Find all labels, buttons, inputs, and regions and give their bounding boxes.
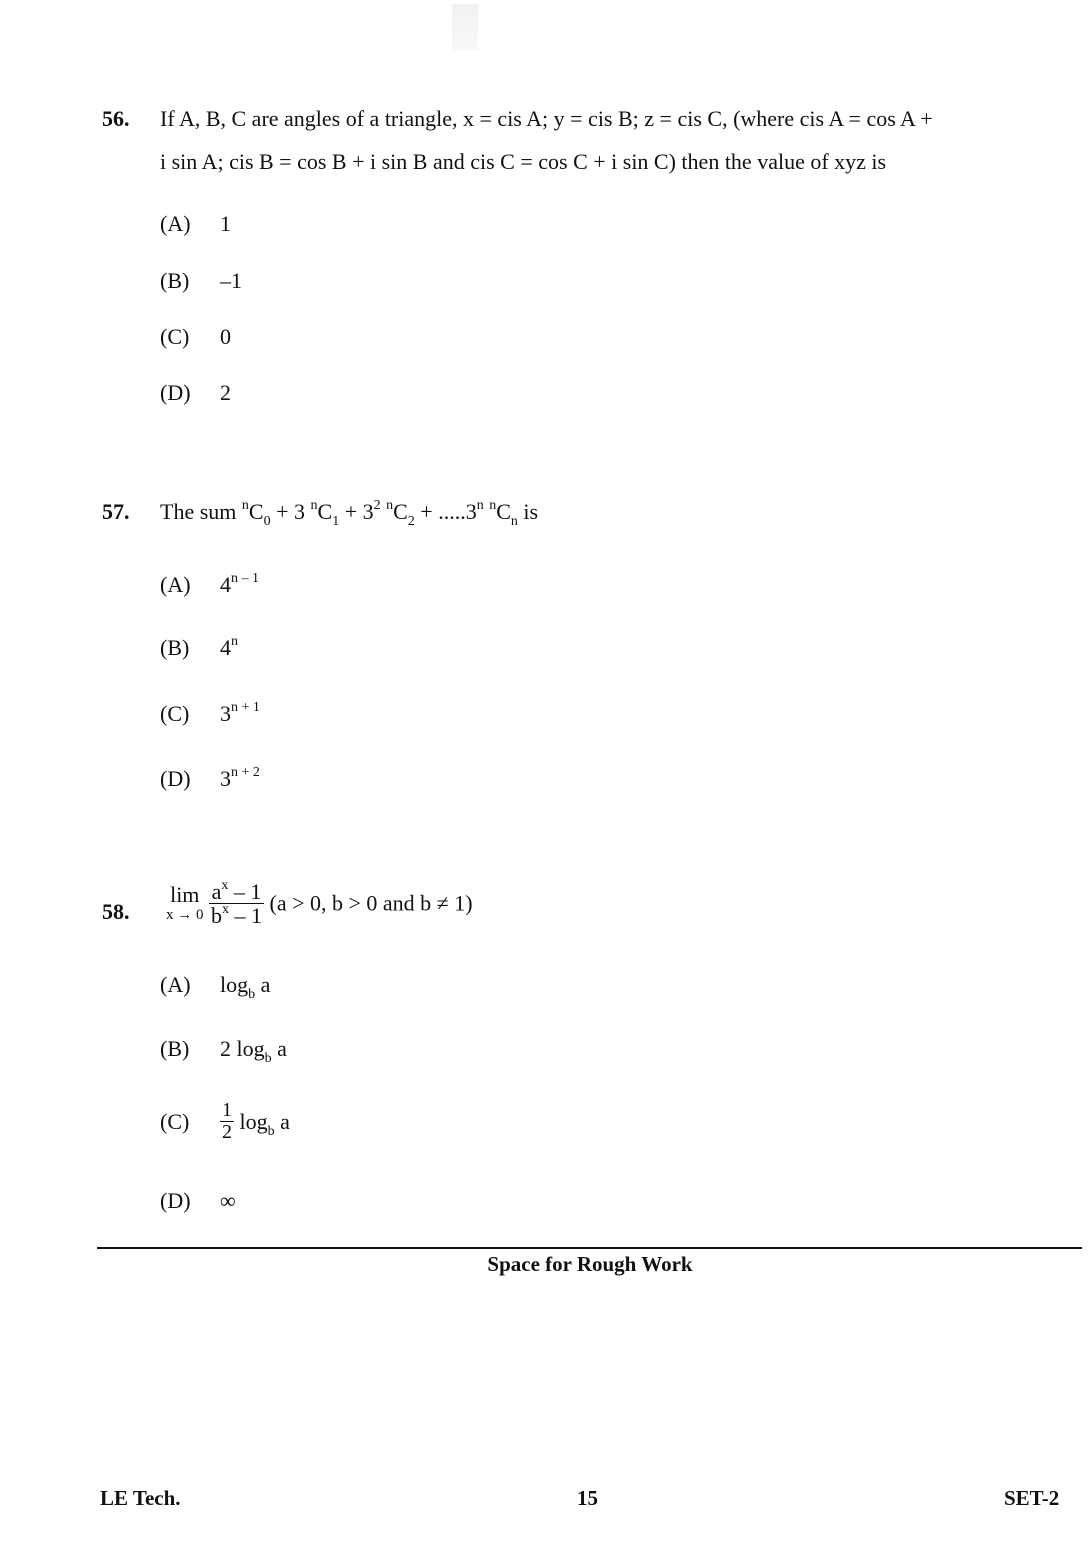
option-label: (A)	[160, 211, 191, 236]
question-number: 58.	[102, 899, 130, 924]
option-label: (A)	[160, 572, 191, 597]
option-exponent: n + 2	[231, 765, 260, 780]
option-base: 4	[220, 635, 231, 660]
question-text-line-2: i sin A; cis B = cos B + i sin B and cis C = cos C + i sin C) then the value of xyz is	[160, 149, 887, 174]
option-label: (C)	[160, 324, 190, 349]
option-d[interactable]	[160, 1188, 236, 1214]
option-d[interactable]	[160, 766, 260, 792]
option-label: (D)	[160, 1188, 191, 1213]
option-label: (B)	[160, 635, 190, 660]
option-label: (C)	[160, 1108, 190, 1134]
question-number: 56.	[102, 106, 130, 131]
option-label: (A)	[160, 972, 191, 997]
option-value: –1	[220, 268, 242, 293]
option-c[interactable]	[160, 324, 231, 350]
option-exponent: n + 1	[231, 700, 260, 715]
condition: (a > 0, b > 0 and b ≠ 1)	[269, 890, 473, 916]
option-value: 2	[220, 380, 231, 405]
option-base: 4	[220, 572, 231, 597]
option-label: (B)	[160, 1036, 190, 1061]
option-exponent: n – 1	[231, 571, 259, 586]
footer-left: LE Tech.	[100, 1486, 181, 1510]
question-text	[166, 880, 473, 927]
option-base: 3	[220, 766, 231, 791]
option-d[interactable]	[160, 380, 231, 406]
option-label: (C)	[160, 701, 190, 726]
option-value: ∞	[220, 1188, 236, 1213]
option-a[interactable]	[160, 211, 231, 237]
option-label: (B)	[160, 268, 190, 293]
option-value: 0	[220, 324, 231, 349]
question-number: 57.	[102, 499, 130, 524]
half-fraction: $\frac{1}{2}$	[222, 1099, 232, 1143]
option-c[interactable]: (C) $\frac{1}{2}$ $\log_b a$	[160, 1099, 290, 1143]
scan-mark	[452, 4, 478, 50]
footer-right: SET-2	[1004, 1486, 1060, 1510]
option-a[interactable]: (A) $\log_b a$	[160, 972, 271, 1002]
question-text-line-1: If A, B, C are angles of a triangle, x = cis A; y = cis B; z = cis C, (where cis A = cos A +	[160, 106, 933, 131]
option-b[interactable]	[160, 268, 242, 294]
limit-operator: lim x → 0	[166, 882, 204, 924]
option-label: (D)	[160, 766, 191, 791]
option-b[interactable]: (B) 2 $\log_b a$	[160, 1036, 287, 1066]
rough-work-heading: Space for Rough Work	[487, 1252, 693, 1276]
option-c[interactable]	[160, 701, 260, 727]
option-value: 1	[220, 211, 231, 236]
option-label: (D)	[160, 380, 191, 405]
rough-work-divider	[97, 1247, 1082, 1249]
question-text: The sum $^nC_0 + 3$ $^nC_1 + 3^2$ $^nC_2 + .....3^n$ $^nC_n$ is	[160, 498, 539, 529]
option-base: 3	[220, 701, 231, 726]
option-b[interactable]	[160, 635, 238, 661]
limit-fraction: $\frac{a^x - 1}{b^x - 1}$	[211, 878, 262, 929]
option-exponent: n	[231, 634, 238, 649]
page-number: 15	[577, 1486, 598, 1510]
option-a[interactable]	[160, 572, 259, 598]
